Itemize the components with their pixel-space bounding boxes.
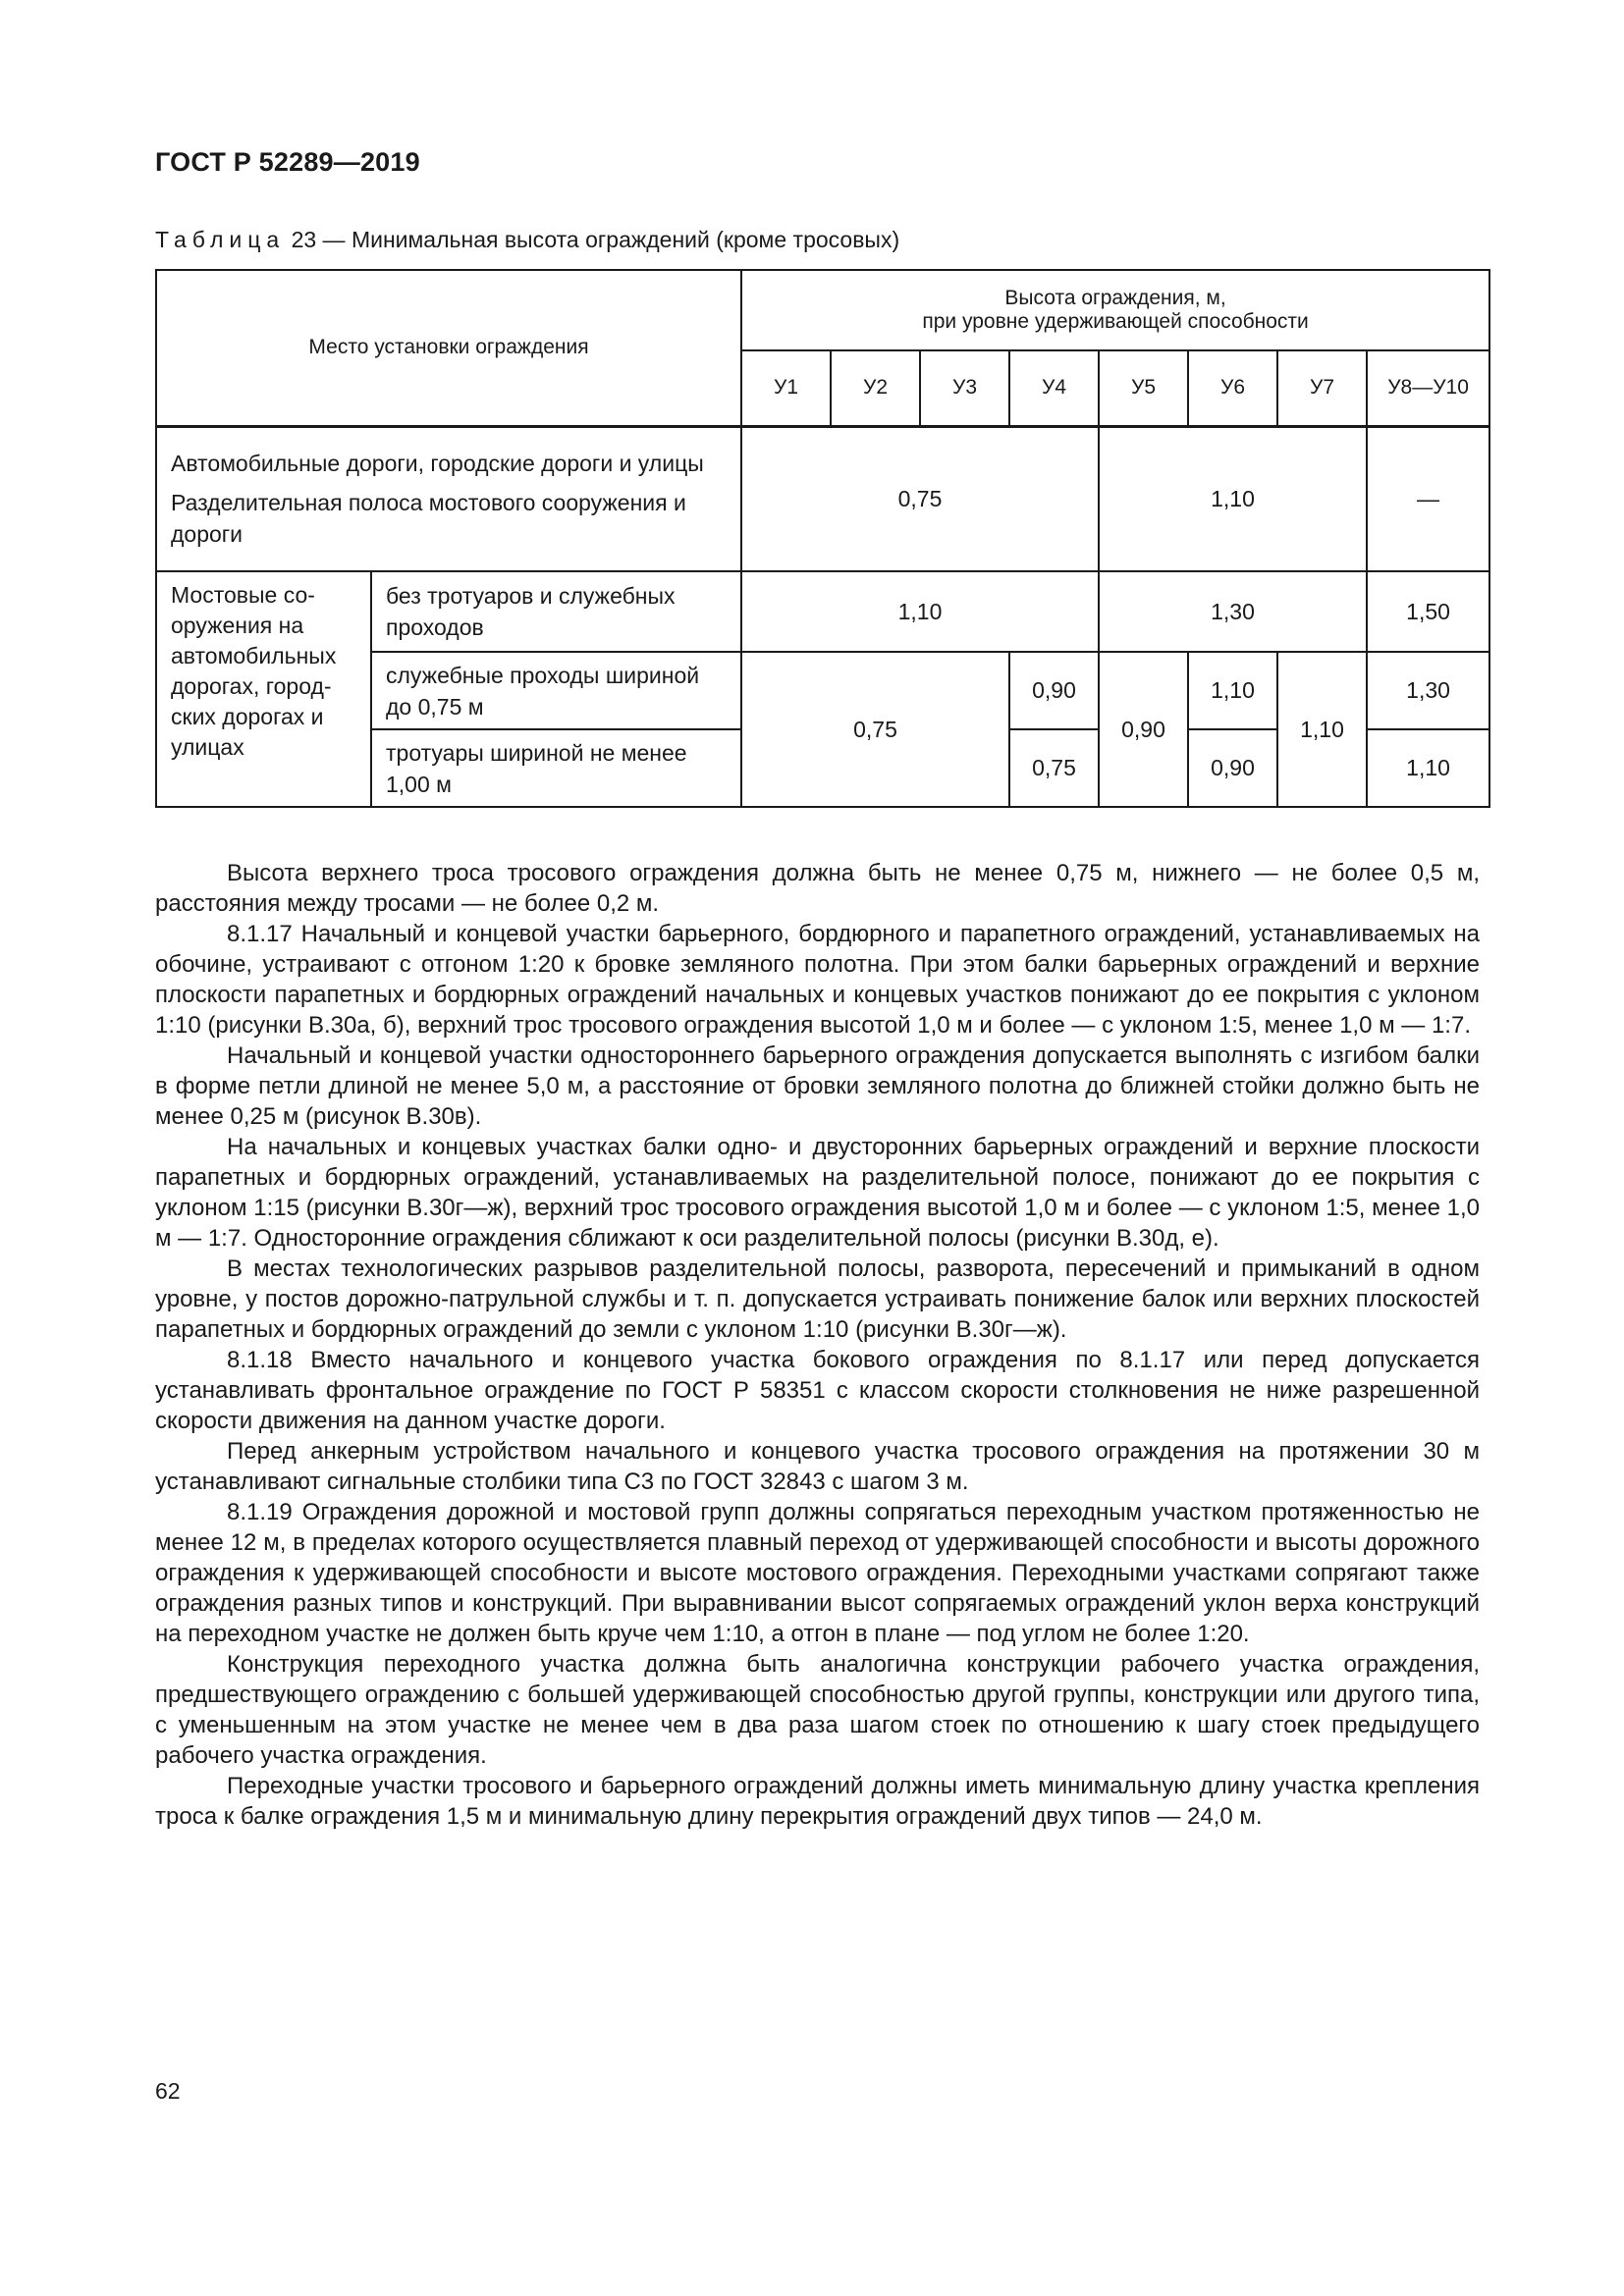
paragraph: Перед анкерным устройством начального и концевого участка тросового ограждения на протяжении 30 м устанавливают сигнальные столбики типа С3 по ГОСТ 32843 с шагом 3 м. xyxy=(155,1438,1480,1495)
place-bridges: Мостовые со-оружения на автомобильных дорогах, город-ских дорогах и улицах xyxy=(156,571,371,807)
document-id: ГОСТ Р 52289—2019 xyxy=(155,147,420,177)
value-cell: 1,50 xyxy=(1367,571,1489,652)
place-roads xyxy=(156,426,741,571)
paragraph: 8.1.19 Ограждения дорожной и мостовой групп должны сопрягаться переходным участком протяженностью не менее 12 м, в пределах которого осуществляется плавный переход от удерживающей способности и высоты дорожного ограждения к удерживающей способности и высоте мостового ограждения. Переходными участками сопрягают также ограждения разных типов и конструкций. При выравнивании высот сопрягаемых ограждений уклон верха конструкций на переходном участке не должен быть круче чем 1:10, а отгон в плане — под углом не более 1:20. xyxy=(155,1499,1480,1647)
value-cell: 1,10 xyxy=(1277,652,1367,807)
level-u2: У2 xyxy=(831,350,920,426)
value-cell: 1,10 xyxy=(1188,652,1277,729)
level-u5: У5 xyxy=(1099,350,1188,426)
value-cell: — xyxy=(1367,426,1489,571)
table-caption-text: 23 — Минимальная высота ограждений (кроме тросовых) xyxy=(291,227,900,252)
value-cell: 0,90 xyxy=(1188,729,1277,807)
place-roads-a: Автомобильные дороги, городские дороги и улицы xyxy=(171,451,704,477)
value-cell: 0,90 xyxy=(1009,652,1099,729)
level-u8-u10: У8—У10 xyxy=(1367,350,1489,426)
level-u4: У4 xyxy=(1009,350,1099,426)
value-cell: 1,10 xyxy=(741,571,1099,652)
header-height-line1: Высота ограждения, м, xyxy=(1004,287,1226,309)
value-cell: 1,10 xyxy=(1367,729,1489,807)
value-cell: 1,30 xyxy=(1099,571,1367,652)
paragraph: На начальных и концевых участках балки одно- и двусторонних барьерных ограждений и верхние плоскости парапетных и бордюрных ограждений, устанавливаемых на разделительной полосе, понижают до ее покрытия с уклоном 1:15 (рисунки В.30г—ж), верхний трос тросового ограждения высотой 1,0 м и более — с уклоном 1:5, менее 1,0 м — 1:7. Односторонние ограждения сближают к оси разделительной полосы (рисунки В.30д, е). xyxy=(155,1134,1480,1252)
level-u7: У7 xyxy=(1277,350,1367,426)
table-caption-label: Таблица xyxy=(155,227,286,252)
paragraph: Конструкция переходного участка должна быть аналогична конструкции рабочего участка ограждения, предшествующего ограждению с большей удерживающей способностью другой группы, конструкции или другого типа, с уменьшенным на этом участке не менее чем в два раза шагом стоек по отношению к шагу стоек предыдущего рабочего участка ограждения. xyxy=(155,1651,1480,1769)
paragraph: Переходные участки тросового и барьерного ограждений должны иметь минимальную длину участка крепления троса к балке ограждения 1,5 м и минимальную длину перекрытия ограждений двух типов — 24,0 м. xyxy=(155,1773,1480,1830)
value-cell: 0,90 xyxy=(1099,652,1188,807)
header-height-line2: при уровне удерживающей способности xyxy=(922,310,1309,333)
value-cell: 0,75 xyxy=(1009,729,1099,807)
body-text xyxy=(155,858,1480,1832)
header-place: Место установки ограждения xyxy=(156,270,741,426)
value-cell: 1,10 xyxy=(1099,426,1367,571)
level-u3: У3 xyxy=(920,350,1009,426)
sub-sidewalks: тротуары шириной не менее 1,00 м xyxy=(371,729,741,807)
level-u1: У1 xyxy=(741,350,831,426)
paragraph: 8.1.17 Начальный и концевой участки барьерного, бордюрного и парапетного ограждений, устанавливаемых на обочине, устраивают с отгоном 1:20 к бровке земляного полотна. При этом балки барьерных ограждений и верхние плоскости парапетных и бордюрных ограждений начальных и концевых участков понижают до ее покрытия с уклоном 1:10 (рисунки В.30а, б), верхний трос тросового ограждения высотой 1,0 м и более — с уклоном 1:5, менее 1,0 м — 1:7. xyxy=(155,921,1480,1039)
value-cell: 0,75 xyxy=(741,426,1099,571)
value-cell: 1,30 xyxy=(1367,652,1489,729)
paragraph: Высота верхнего троса тросового ограждения должна быть не менее 0,75 м, нижнего — не более 0,5 м, расстояния между тросами — не более 0,2 м. xyxy=(155,860,1480,917)
paragraph: 8.1.18 Вместо начального и концевого участка бокового ограждения по 8.1.17 или перед допускается устанавливать фронтальное ограждение по ГОСТ Р 58351 с классом скорости столкновения не ниже разрешенной скорости движения на данном участке дороги. xyxy=(155,1347,1480,1434)
sub-no-sidewalks: без тротуаров и служебных проходов xyxy=(371,571,741,652)
table-caption xyxy=(155,227,899,253)
page-number: 62 xyxy=(155,2078,181,2104)
value-cell: 0,75 xyxy=(741,652,1009,807)
barrier-height-table xyxy=(155,269,1490,808)
sub-service-passages: служебные проходы шириной до 0,75 м xyxy=(371,652,741,729)
paragraph: В местах технологических разрывов разделительной полосы, разворота, пересечений и примыканий в одном уровне, у постов дорожно-патрульной службы и т. п. допускается устраивать понижение балок или верхних плоскостей парапетных и бордюрных ограждений до земли с уклоном 1:10 (рисунки В.30г—ж). xyxy=(155,1255,1480,1343)
paragraph: Начальный и концевой участки одностороннего барьерного ограждения допускается выполнять с изгибом балки в форме петли длиной не менее 5,0 м, а расстояние от бровки земляного полотна до ближней стойки должно быть не менее 0,25 м (рисунок В.30в). xyxy=(155,1042,1480,1130)
place-roads-b: Разделительная полоса мостового сооружения и дороги xyxy=(171,490,686,548)
header-height xyxy=(741,270,1489,350)
level-u6: У6 xyxy=(1188,350,1277,426)
